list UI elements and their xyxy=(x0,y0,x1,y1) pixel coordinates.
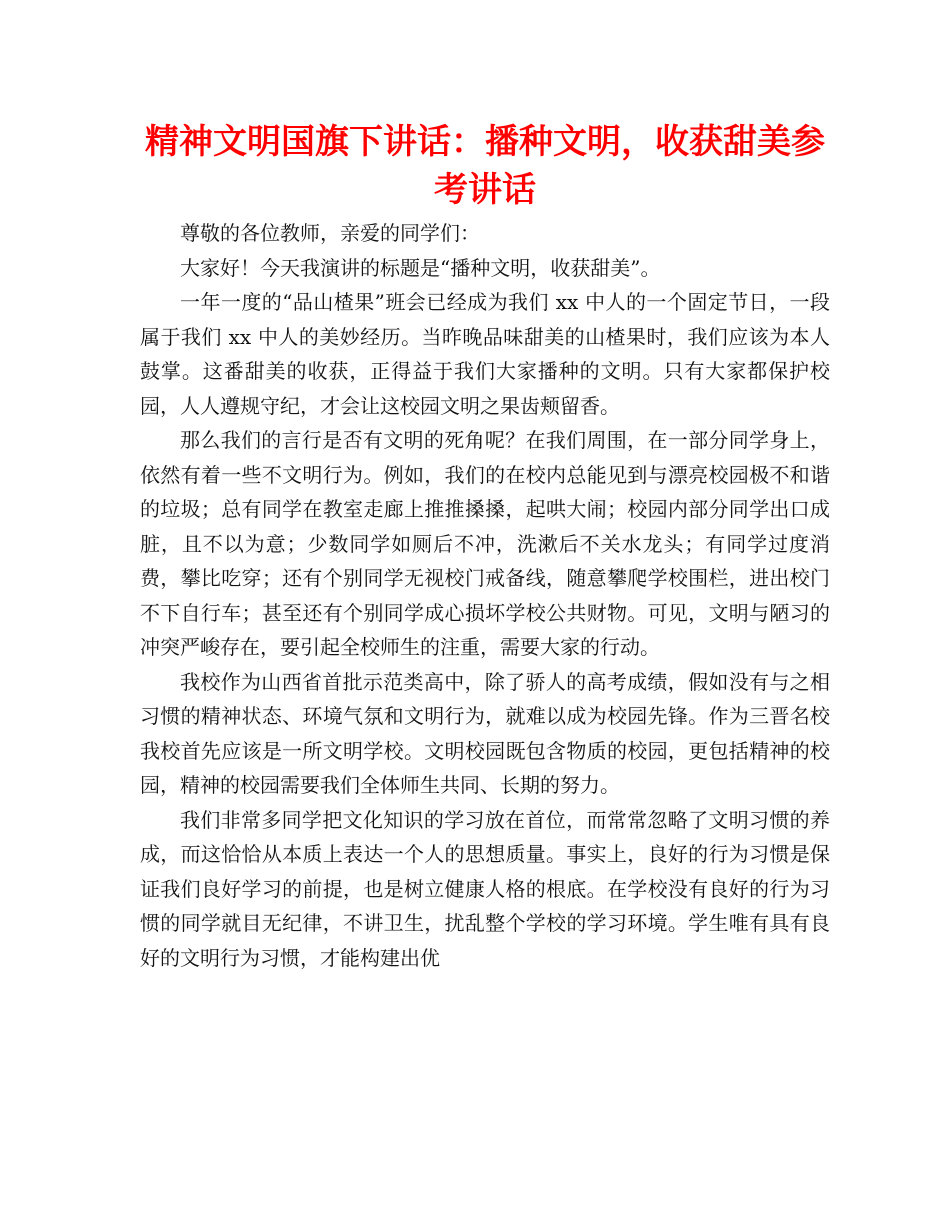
body-paragraph: 我校作为山西省首批示范类高中，除了骄人的高考成绩，假如没有与之相习惯的精神状态、环境气氛和文明行为，就难以成为校园先锋。作为三晋名校我校首先应该是一所文明学校。文明校园既包含物质的校园，更包括精神的校园，精神的校园需要我们全体师生共同、长期的努力。 xyxy=(140,669,830,797)
body-paragraph: 那么我们的言行是否有文明的死角呢？在我们周围，在一部分同学身上，依然有着一些不文明行为。例如，我们的在校内总能见到与漂亮校园极不和谐的垃圾；总有同学在教室走廊上推推搡搡，起哄大闹；校园内部分同学出口成脏，且不以为意；少数同学如厕后不冲，洗漱后不关水龙头；有同学过度消费，攀比吃穿；还有个别同学无视校门戒备线，随意攀爬学校围栏，进出校门不下自行车；甚至还有个别同学成心损坏学校公共财物。可见，文明与陋习的冲突严峻存在，要引起全校师生的注重，需要大家的行动。 xyxy=(140,428,830,659)
body-paragraph: 我们非常多同学把文化知识的学习放在首位，而常常忽略了文明习惯的养成，而这恰恰从本质上表达一个人的思想质量。事实上，良好的行为习惯是保证我们良好学习的前提，也是树立健康人格的根底。在学校没有良好的行为习惯的同学就目无纪律，不讲卫生，扰乱整个学校的学习环境。学生唯有具有良好的文明行为习惯，才能构建出优 xyxy=(140,807,830,970)
document-body xyxy=(140,216,830,975)
greeting-paragraph: 大家好！今天我演讲的标题是“播种文明，收获甜美”。 xyxy=(180,255,661,280)
salutation-paragraph: 尊敬的各位教师，亲爱的同学们： xyxy=(180,221,480,245)
document-title: 精神文明国旗下讲话：播种文明，收获甜美参考讲话 xyxy=(145,122,825,210)
body-paragraph: 一年一度的“品山楂果”班会已经成为我们 xx 中人的一个固定节日，一段属于我们 xx 中人的美妙经历。当昨晚品味甜美的山楂果时，我们应该为本人鼓掌。这番甜美的收获，正得益于我们大家播种的文明。只有大家都保护校园，人人遵规守纪，才会让这校园文明之果齿颊留香。 xyxy=(140,290,830,418)
document-page xyxy=(140,118,830,975)
